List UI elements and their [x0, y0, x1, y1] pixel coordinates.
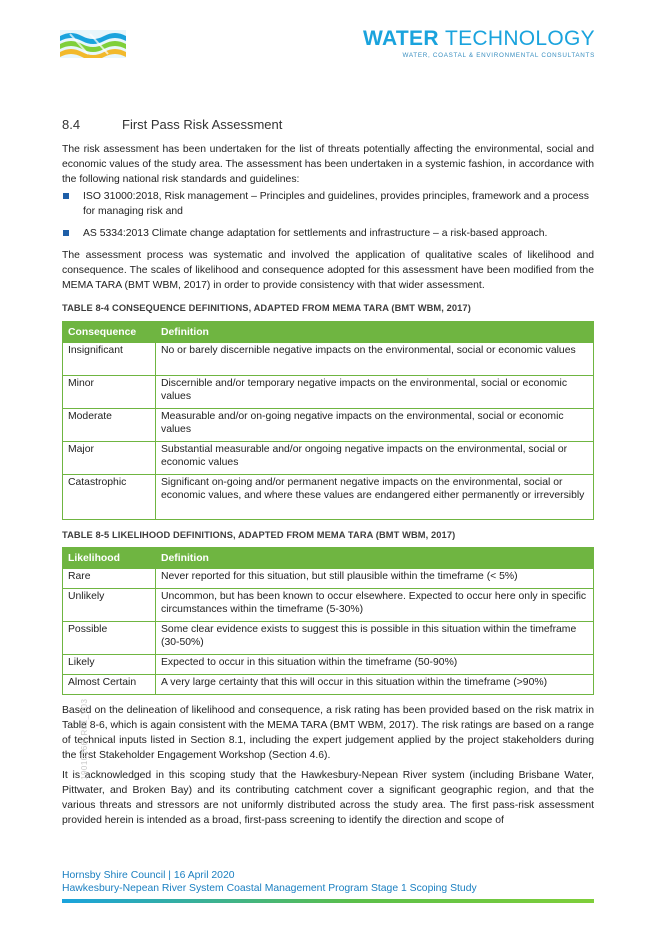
brand-name: WATER TECHNOLOGY	[363, 27, 595, 50]
footer	[62, 870, 477, 895]
footer-project-title: Hawkesbury-Nepean River System Coastal Management Program Stage 1 Scoping Study	[62, 882, 477, 894]
consequence-table	[62, 321, 594, 520]
brand-block	[363, 28, 595, 59]
bullet-icon	[63, 230, 69, 236]
table-row: Rare Never reported for this situation, but still plausible within the timeframe (< 5%)	[63, 569, 594, 589]
intro-paragraph: The risk assessment has been undertaken for the list of threats potentially affecting the environmental, social and economic values of the study area. The assessment has been undertaken in a systemic fashion, in accordance with the following national risk standards and guidelines:	[62, 144, 594, 185]
method-paragraph: The assessment process was systematic and involved the application of qualitative scales of likelihood and consequence. The scales of likelihood and consequence adopted for this assessment have been modified from the MEMA TARA (BMT WBM, 2017) in order to provide consistency with that wider assessment.	[62, 250, 594, 291]
table-row: Unlikely Uncommon, but has been known to occur elsewhere. Expected to occur here only in specific circumstances within the timeframe (5-30%)	[63, 589, 594, 622]
column-header: Consequence	[63, 322, 156, 343]
table-row: Insignificant No or barely discernible negative impacts on the environmental, social or economic values	[63, 343, 594, 376]
table-row: Almost Certain A very large certainty that this will occur in this situation within the timeframe (>90%)	[63, 675, 594, 695]
table-caption: TABLE 8-5 LIKELIHOOD DEFINITIONS, ADAPTED FROM MEMA TARA (BMT WBM, 2017)	[62, 530, 456, 540]
brand-tagline: WATER, COASTAL & ENVIRONMENTAL CONSULTANTS	[402, 52, 595, 59]
water-technology-logo-icon	[60, 30, 126, 58]
standards-list	[62, 189, 594, 248]
table-row: Possible Some clear evidence exists to suggest this is possible in this situation within the timeframe (30-50%)	[63, 622, 594, 655]
table-row: Major Substantial measurable and/or ongoing negative impacts on the environmental, social or economic values	[63, 442, 594, 475]
table-row: Moderate Measurable and/or on-going negative impacts on the environmental, social or economic values	[63, 409, 594, 442]
column-header: Likelihood	[63, 548, 156, 569]
bullet-icon	[63, 193, 69, 199]
footer-color-bar	[62, 899, 594, 903]
table-row: Likely Expected to occur in this situation within the timeframe (50-90%)	[63, 655, 594, 675]
list-item: ISO 31000:2018, Risk management – Principles and guidelines, provides principles, framework and a process for managing risk and	[62, 189, 594, 219]
section-heading	[62, 117, 282, 132]
table-header-row	[63, 548, 594, 569]
table-header-row	[63, 322, 594, 343]
section-title: First Pass Risk Assessment	[122, 117, 283, 132]
scope-paragraph: It is acknowledged in this scoping study that the Hawkesbury-Nepean River system (including Brisbane Water, Pittwater, and Broken Bay) and its contributing catchment cover a significant geographic region, and that the various threats and stressors are not uniformly distributed across the study area. The first pass-risk assessment provided herein is intended as a broad, first-pass screening to identify the direction and scope of	[62, 770, 594, 826]
section-number: 8.4	[62, 117, 81, 132]
document-code: 19010166_R01_V03	[80, 698, 89, 780]
risk-rating-paragraph: Based on the delineation of likelihood and consequence, a risk rating has been provided based on the risk matrix in Table 8-6, which is again consistent with the MEMA TARA (BMT WBM, 2017). The risk ratings are based on a range of technical inputs listed in Section 8.1, including the expert judgement applied by the project stakeholders during the first Stakeholder Engagement Workshop (Section 4.6).	[62, 705, 594, 761]
table-caption: TABLE 8-4 CONSEQUENCE DEFINITIONS, ADAPTED FROM MEMA TARA (BMT WBM, 2017)	[62, 303, 471, 313]
table-row: Catastrophic Significant on-going and/or permanent negative impacts on the environmental, social or economic values, and where these values are endangered either permanently or irreversibly	[63, 475, 594, 520]
column-header: Definition	[156, 322, 594, 343]
column-header: Definition	[156, 548, 594, 569]
footer-client-date: Hornsby Shire Council | 16 April 2020	[62, 870, 235, 881]
table-row: Minor Discernible and/or temporary negative impacts on the environmental, social or economic values	[63, 376, 594, 409]
list-item: AS 5334:2013 Climate change adaptation for settlements and infrastructure – a risk-based approach.	[62, 226, 594, 241]
likelihood-table	[62, 547, 594, 695]
